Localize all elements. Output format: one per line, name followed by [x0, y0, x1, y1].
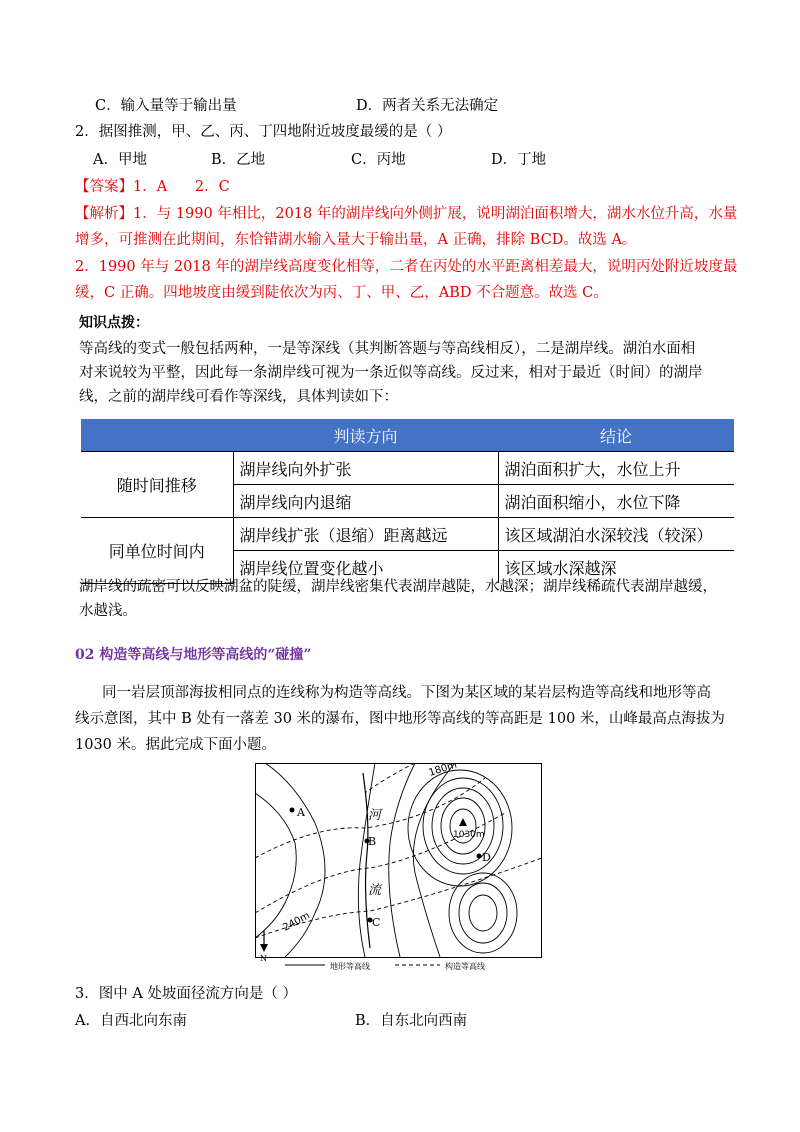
- answer-tag: 【答案】: [75, 179, 133, 195]
- q3-option-a: A．自西北向东南: [75, 1013, 187, 1029]
- contour-map: [255, 763, 542, 973]
- table-cell-direction: 湖岸线向内退缩: [233, 485, 498, 518]
- knowledge-p1: 等高线的变式一般包括两种，一是等深线（其判断答题与等高线相反），二是湖岸线。湖泊水面相: [79, 341, 696, 357]
- answer-text: 1．A 2．C: [133, 179, 230, 195]
- analysis-line-1: [75, 204, 737, 224]
- point-d-label: D: [482, 851, 491, 864]
- knowledge-title: 知识点拨：: [79, 315, 149, 331]
- intro-line-1: 同一岩层顶部海拔相同点的连线称为构造等高线。下图为某区域的某岩层构造等高线和地形等高: [102, 685, 711, 701]
- analysis-tag: 【解析】: [75, 206, 133, 222]
- river-label-2: 流: [368, 883, 382, 898]
- table-cell-direction: 湖岸线向外扩张: [233, 452, 498, 485]
- north-label: N: [260, 954, 267, 963]
- label-180: 180m: [427, 763, 459, 779]
- q1-option-d: D．两者关系无法确定: [356, 98, 499, 114]
- map-frame: [256, 764, 542, 958]
- answer-line: [75, 177, 230, 197]
- legend-structure-label: 构造等高线: [445, 962, 485, 971]
- point-d-dot: [477, 854, 482, 859]
- legend-terrain-label: 地形等高线: [330, 962, 370, 971]
- intro-line-3: 1030 米。据此完成下面小题。: [75, 737, 277, 753]
- point-a-dot: [290, 808, 295, 813]
- q2-option-c: C．丙地: [351, 152, 406, 168]
- table-cell-conclusion: 该区域水深越深: [498, 551, 734, 584]
- q2-option-d: D．丁地: [491, 152, 547, 168]
- table-group-label: 随时间推移: [81, 452, 233, 518]
- point-c-label: C: [372, 916, 381, 929]
- table-cell-conclusion: 湖泊面积扩大，水位上升: [498, 452, 734, 485]
- q2-stem: 2．据图推测，甲、乙、丙、丁四地附近坡度最缓的是（ ）: [75, 124, 452, 140]
- table-header-blank: [81, 419, 233, 452]
- table-header-row: [81, 419, 734, 452]
- contour-map-svg: [255, 763, 542, 973]
- table-cell-direction: 湖岸线扩张（退缩）距离越远: [233, 518, 498, 551]
- q2-option-a: A．甲地: [93, 152, 147, 168]
- analysis-line-2: 增多，可推测在此期间，东恰错湖水输入量大于输出量，A 正确，排除 BCD。故选 A。: [75, 232, 637, 248]
- analysis-text-1: 1．与 1990 年相比，2018 年的湖岸线向外侧扩展，说明湖泊面积增大，湖水水位升高，水量: [133, 206, 738, 222]
- table-row: [81, 452, 734, 485]
- analysis-line-4: 缓，C 正确。四地坡度由缓到陡依次为丙、丁、甲、乙，ABD 不合题意。故选 C。: [75, 285, 608, 301]
- section-title: 02 构造等高线与地形等高线的“碰撞”: [75, 647, 312, 663]
- knowledge-p3: 线，之前的湖岸线可看作等深线，具体判读如下：: [79, 389, 398, 405]
- analysis-line-3: 2．1990 年与 2018 年的湖岸线高度变化相等，二者在丙处的水平距离相差最大，说明丙处附近坡度最: [75, 259, 738, 275]
- q3-stem: 3．图中 A 处坡面径流方向是（ ）: [75, 986, 298, 1002]
- knowledge-after-2: 水越浅。: [79, 603, 137, 619]
- peak-label: 1030m: [453, 830, 485, 840]
- q2-option-b: B．乙地: [211, 152, 266, 168]
- table-header-conclusion: 结论: [498, 419, 734, 452]
- point-a-label: A: [297, 806, 305, 819]
- intro-line-2: 线示意图，其中 B 处有一落差 30 米的瀑布，图中地形等高线的等高距是 100 米，山峰最高点海拔为: [75, 711, 725, 727]
- label-240: 240m: [281, 910, 312, 934]
- knowledge-p2: 对来说较为平整，因此每一条湖岸线可视为一条近似等高线。反过来，相对于最近（时间）的湖岸: [79, 365, 703, 381]
- table-cell-conclusion: 该区域湖泊水深较浅（较深）: [498, 518, 734, 551]
- q1-option-c: C．输入量等于输出量: [95, 98, 237, 114]
- q3-option-b: B．自东北向西南: [355, 1013, 468, 1029]
- table-group-label: 同单位时间内: [81, 518, 233, 584]
- knowledge-after-1: 湖岸线的疏密可以反映湖盆的陡缓，湖岸线密集代表湖岸越陡，水越深；湖岸线稀疏代表湖岸越缓，: [79, 579, 717, 595]
- river-label-1: 河: [368, 808, 382, 823]
- table-row: [81, 518, 734, 551]
- point-b-label: B: [368, 835, 377, 848]
- table-header-direction: 判读方向: [233, 419, 498, 452]
- knowledge-table: [81, 419, 734, 584]
- table-cell-conclusion: 湖泊面积缩小，水位下降: [498, 485, 734, 518]
- table-cell-direction: 湖岸线位置变化越小: [233, 551, 498, 584]
